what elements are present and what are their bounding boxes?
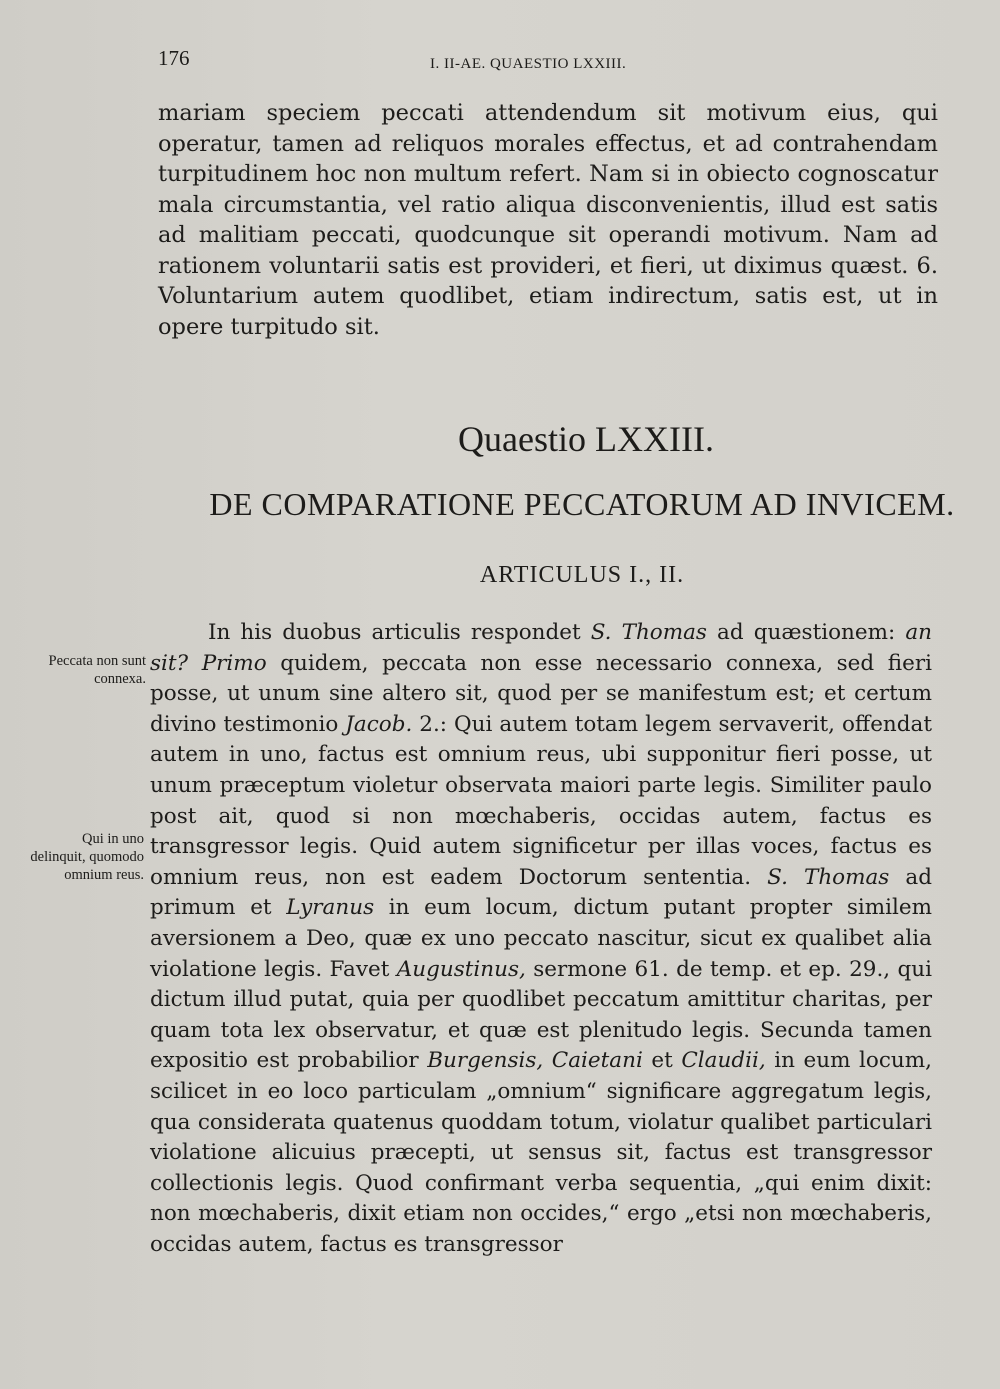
text-run: ad primum et	[150, 864, 932, 921]
italic-run: Lyranus	[286, 895, 375, 921]
italic-run: S. Thomas	[590, 620, 707, 645]
text-run: quidem, peccata non esse necessario connexa, sed fieri posse, ut unum sine altero sit, quod per se manifestum est; et certum divino testimonio	[150, 650, 932, 737]
running-head	[158, 42, 938, 76]
text-run: et	[642, 1048, 682, 1074]
text-run: sermone 61. de temp. et ep. 29., qui dictum illud putat, quia per quodlibet peccatum amittitur charitas, per quam tota lex observatur, et quæ est plenitudo legis. Secunda tamen expositio est probabilior	[150, 956, 932, 1074]
text-run: ad quæstionem:	[706, 620, 906, 645]
articulus-heading: ARTICULUS I., II.	[479, 562, 685, 588]
text-run: in eum locum, scilicet in eo loco particulam „omnium“ significare aggregatum legis, qua considerata quatenus quoddam totum, violatur qualibet particulari violatione alicuius præcepti, ut sensus sit, factus est transgressor collectionis legis. Quod confirmant verba sequentia, „qui enim dixit: non mœchaberis, dixit etiam non occides,“ ergo „etsi non mœchaberis, occidas autem, factus es transgressor	[150, 1048, 932, 1257]
margin-note-omnium-reus: Qui in uno delinquit, quomodo omnium reus.	[30, 831, 144, 883]
text-run: in eum locum, dictum putant propter similem aversionem a Deo, quæ ex uno peccato nascitur, sicut ex qualibet alia violatione legis. Favet	[150, 895, 933, 982]
page-number: 176	[158, 46, 190, 70]
paragraph-main	[150, 618, 932, 1260]
quaestio-heading: Quaestio LXXIII.	[458, 419, 714, 459]
italic-run: Augustinus,	[396, 956, 526, 982]
margin-note-connexa: Peccata non sunt connexa.	[48, 653, 146, 687]
italic-run: Burgensis, Caietani	[427, 1048, 643, 1074]
paragraph-top: mariam speciem peccati attendendum sit motivum eius, qui operatur, tamen ad reliquos morales effectus, et ad contrahendam turpitudinem hoc non multum refert. Nam si in obiecto cognoscatur mala circumstantia, vel ratio aliqua disconvenientis, illud est satis ad malitiam peccati, quodcunque sit operandi motivum. Nam ad rationem voluntarii satis est provideri, et fieri, ut diximus quæst. 6. Voluntarium autem quodlibet, etiam indirectum, satis est, ut in opere turpitudo sit.	[158, 100, 938, 340]
text-run: In his duobus articulis respondet	[208, 620, 591, 645]
italic-run: Jacob.	[345, 711, 413, 737]
italic-run: S. Thomas	[767, 864, 890, 890]
text-run: 2.: Qui autem totam legem servaverit, offendat autem in uno, factus est omnium reus, ubi supponitur fieri posse, ut unum præceptum violetur observata maiori parte legis. Similiter paulo post ait, quod si non mœchaberis, occidas autem, factus es transgressor legis. Quid autem significetur per illas voces, factus es omnium reus, non est eadem Doctorum sententia.	[150, 711, 932, 890]
italic-run: Claudii,	[681, 1048, 766, 1074]
italic-run: an sit? Primo	[150, 620, 932, 676]
running-title: I. II-AE. QUAESTIO LXXIII.	[430, 56, 627, 72]
section-title: DE COMPARATIONE PECCATORUM AD INVICEM.	[209, 486, 955, 522]
